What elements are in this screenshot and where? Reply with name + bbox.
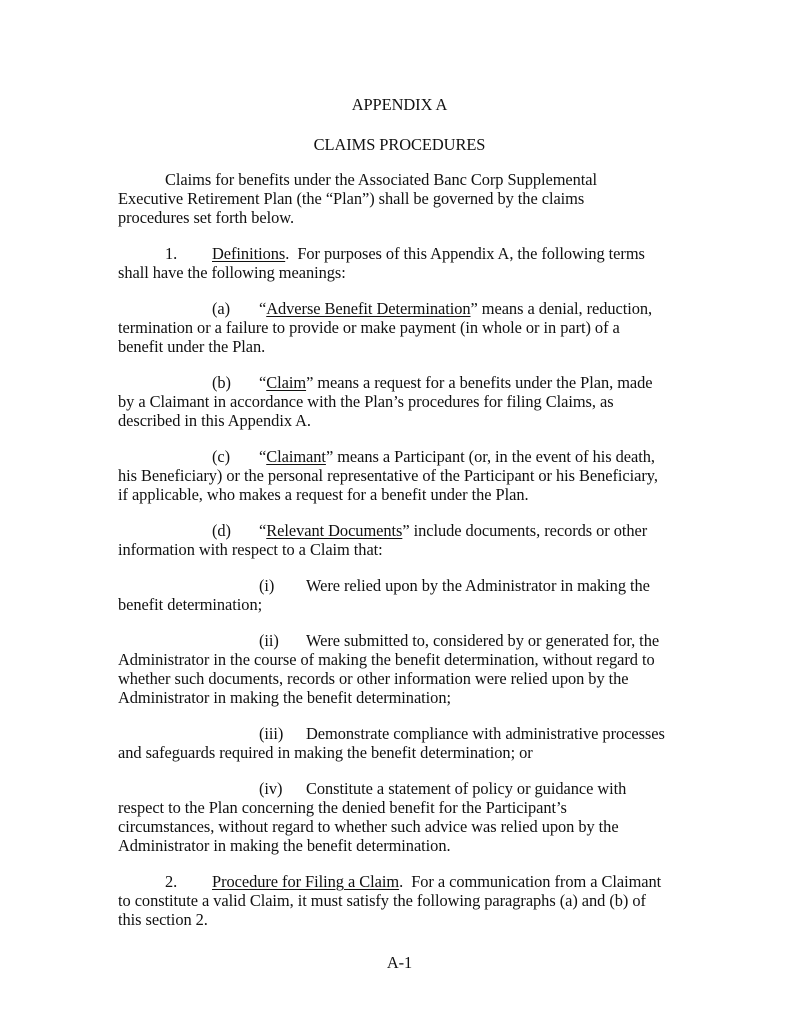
subitem-iii-line-2: and safeguards required in making the benefit determination; or: [118, 743, 533, 762]
section-1-line-1: [212, 244, 645, 264]
subitem-i-label: (i): [259, 576, 275, 595]
subitem-ii-label: (ii): [259, 631, 279, 650]
section-2-heading: Procedure for Filing a Claim: [212, 872, 400, 891]
open-quote: “: [259, 299, 267, 318]
subitem-ii-line-1: Were submitted to, considered by or generated for, the: [306, 631, 660, 650]
definition-c-term: Claimant: [266, 447, 326, 466]
intro-line-3: procedures set forth below.: [118, 208, 295, 227]
section-2-line-3: this section 2.: [118, 910, 208, 929]
intro-line-1: Claims for benefits under the Associated Banc Corp Supplemental: [165, 170, 598, 189]
subitem-iii-line-1: Demonstrate compliance with administrative processes: [306, 724, 665, 743]
subitem-ii-line-3: whether such documents, records or other information were relied upon by the: [118, 669, 629, 688]
definition-d-line-1: [259, 521, 647, 541]
definition-b-line-3: described in this Appendix A.: [118, 411, 311, 430]
definition-d-line-2: information with respect to a Claim that:: [118, 540, 383, 559]
definition-b-line-2: by a Claimant in accordance with the Plan’s procedures for filing Claims, as: [118, 392, 614, 411]
subitem-iv-line-4: Administrator in making the benefit determination.: [118, 836, 451, 855]
definition-b-label: (b): [212, 373, 231, 392]
definition-a-line-3: benefit under the Plan.: [118, 337, 266, 356]
definition-b-line-1-rest: ” means a request for a benefits under the Plan, made: [306, 373, 653, 392]
definition-a-term: Adverse Benefit Determination: [266, 299, 471, 318]
open-quote: “: [259, 521, 267, 540]
section-2-number: 2.: [165, 872, 178, 891]
section-1-line-2: shall have the following meanings:: [118, 263, 346, 282]
definition-d-line-1-rest: ” include documents, records or other: [402, 521, 648, 540]
section-title: CLAIMS PROCEDURES: [313, 135, 486, 154]
definition-d-label: (d): [212, 521, 231, 540]
definition-d-term: Relevant Documents: [266, 521, 403, 540]
section-1-number: 1.: [165, 244, 178, 263]
definition-a-label: (a): [212, 299, 231, 318]
subitem-ii-line-2: Administrator in the course of making the benefit determination, without regard to: [118, 650, 655, 669]
section-2-line-1: [212, 872, 661, 892]
definition-c-line-2: his Beneficiary) or the personal representative of the Participant or his Beneficiary,: [118, 466, 658, 485]
subitem-ii-line-4: Administrator in making the benefit determination;: [118, 688, 451, 707]
subitem-iv-line-3: circumstances, without regard to whether such advice was relied upon by the: [118, 817, 619, 836]
open-quote: “: [259, 373, 267, 392]
page-number: A-1: [386, 953, 413, 972]
definition-b-line-1: [259, 373, 653, 393]
definition-b-term: Claim: [266, 373, 307, 392]
section-1-line-1-rest: . For purposes of this Appendix A, the following terms: [285, 244, 645, 263]
definition-c-label: (c): [212, 447, 231, 466]
definition-a-line-1-rest: ” means a denial, reduction,: [470, 299, 653, 318]
open-quote: “: [259, 447, 267, 466]
definition-c-line-3: if applicable, who makes a request for a benefit under the Plan.: [118, 485, 529, 504]
subitem-iv-line-1: Constitute a statement of policy or guidance with: [306, 779, 627, 798]
definition-c-line-1: [259, 447, 655, 467]
subitem-i-line-1: Were relied upon by the Administrator in making the: [306, 576, 650, 595]
section-2-line-2: to constitute a valid Claim, it must satisfy the following paragraphs (a) and (b) of: [118, 891, 646, 910]
definition-c-line-1-rest: ” means a Participant (or, in the event of his death,: [325, 447, 655, 466]
subitem-i-line-2: benefit determination;: [118, 595, 263, 614]
subitem-iv-label: (iv): [259, 779, 283, 798]
subitem-iii-label: (iii): [259, 724, 284, 743]
section-1-heading: Definitions: [212, 244, 286, 263]
section-2-line-1-rest: . For a communication from a Claimant: [399, 872, 662, 891]
definition-a-line-1: [259, 299, 652, 319]
appendix-title: APPENDIX A: [351, 95, 448, 114]
subitem-iv-line-2: respect to the Plan concerning the denied benefit for the Participant’s: [118, 798, 567, 817]
intro-line-2: Executive Retirement Plan (the “Plan”) shall be governed by the claims: [118, 189, 585, 208]
definition-a-line-2: termination or a failure to provide or make payment (in whole or in part) of a: [118, 318, 620, 337]
